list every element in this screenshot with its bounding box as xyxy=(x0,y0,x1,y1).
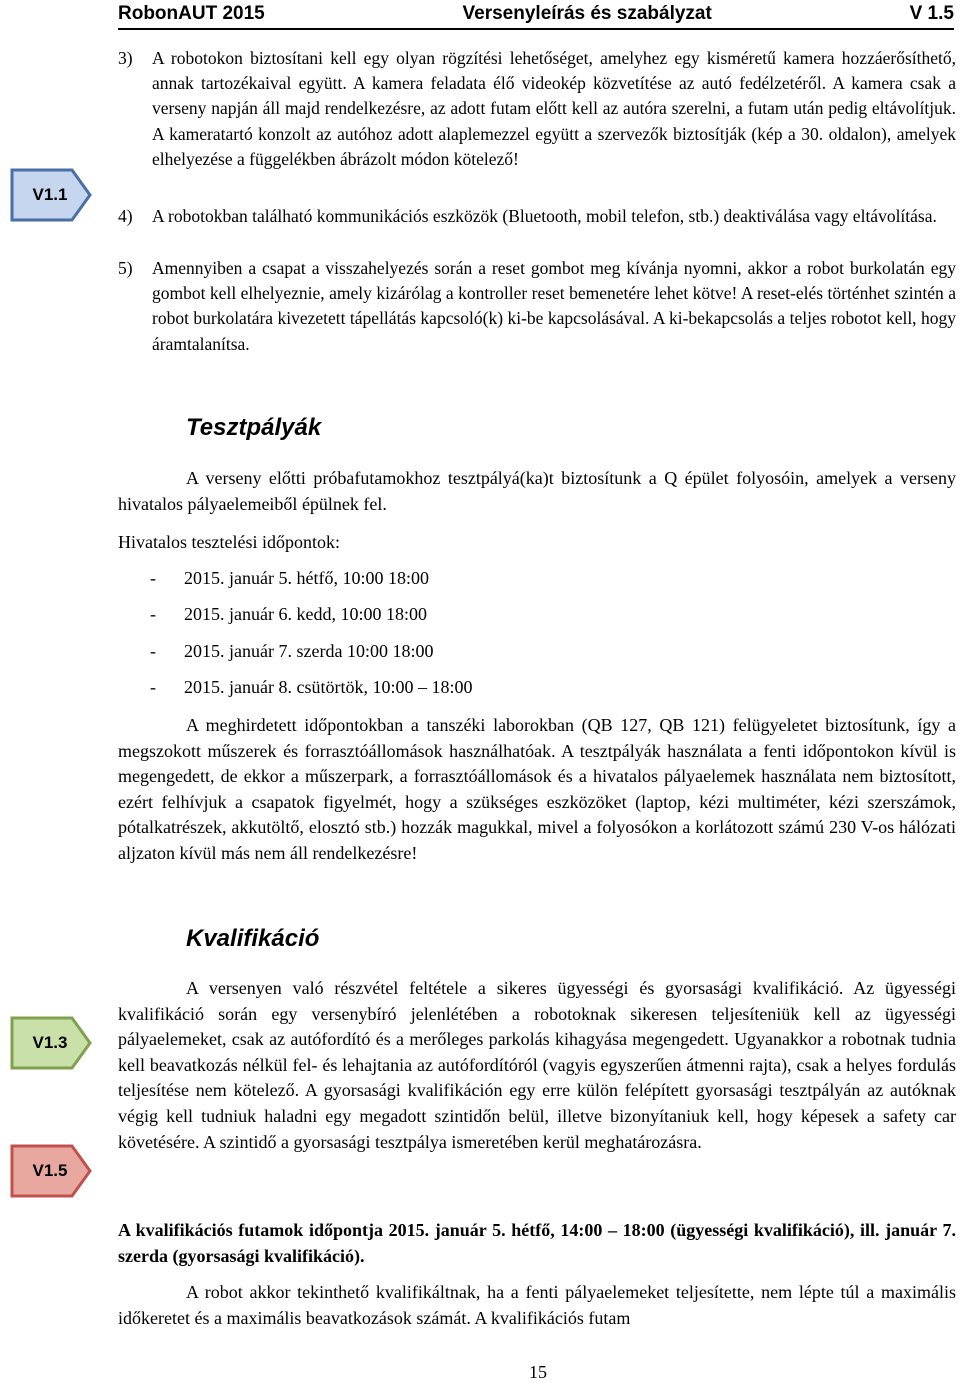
version-badge-v15 xyxy=(10,1144,92,1198)
list-item xyxy=(118,256,956,357)
schedule-item: - 2015. január 6. kedd, 10:00 18:00 xyxy=(150,604,427,624)
version-badge-v11 xyxy=(10,168,92,222)
list-item xyxy=(118,204,956,229)
item-text: A robotokon biztosítani kell egy olyan rögzítési lehetőséget, amelyhez egy kisméretű kamera hozzáerősíthető, annak tartozékaival együtt. A kamera feladata élő videokép közvetítése az autó fedélzetéről. A kamera csak a verseny napján áll majd rendelkezésre, az adott futam előtt kell az autóra szerelni, a futam után pedig eltávolítjuk. A kameratartó konzolt az autóhoz adott alaplemezzel együtt a szervezők biztosítják (kép a 30. oldalon), amelyek elhelyezése a függelékben ábrázolt módon kötelező! xyxy=(152,48,956,169)
kvalifikacio-last: A robot akkor tekinthető kvalifikáltnak, ha a fenti pályaelemeket teljesítette, nem lépte túl a maximális időkeretet és a maximális beavatkozások számát. A kvalifikációs futam xyxy=(118,1282,956,1328)
item-text: A robotokban található kommunikációs eszközök (Bluetooth, mobil telefon, stb.) deaktiválása vagy eltávolítása. xyxy=(152,206,937,226)
header-left: RobonAUT 2015 xyxy=(118,3,265,24)
page-header xyxy=(118,0,954,30)
schedule-text: 2015. január 6. kedd, 10:00 18:00 xyxy=(184,604,427,624)
page-number: 15 xyxy=(529,1362,547,1382)
item-number: 5) xyxy=(118,258,133,278)
badge-label: V1.5 xyxy=(32,1161,68,1180)
schedule-text: 2015. január 7. szerda 10:00 18:00 xyxy=(184,641,434,661)
section-heading-kvalifikacio: Kvalifikáció xyxy=(186,925,320,952)
item-number: 3) xyxy=(118,48,133,68)
header-center: Versenyleírás és szabályzat xyxy=(462,3,712,24)
kvalifikacio-body: A versenyen való részvétel feltétele a sikeres ügyességi és gyorsasági kvalifikáció. Az ügyességi kvalifikáció során egy versenybíró jelenlétében a robotoknak sikeresen teljesíteniük kell az ügyességi pályaelemeket, csak az autófordító és a merőleges parkolás kihagyása megengedett. Ugyanakkor a robotnak tudnia kell beavatkozás nélkül fel- és lehajtania az autófordítóról (vagyis egyszerűen átmenni rajta), csak a helyes fordulás teljesítése nem kötelező. A gyorsasági kvalifikáción egy erre külön felépített gyorsasági tesztpályán az autóknak végig kell tudniuk haladni egy megadott szintidőn belül, illetve bizonyítaniuk kell, hogy képesek a safety car követésére. A szintidő a gyorsasági tesztpálya ismeretében kerül meghatározásra. xyxy=(118,978,956,1152)
schedule-text: 2015. január 8. csütörtök, 10:00 – 18:00 xyxy=(184,677,473,697)
section-heading-tesztpalyak: Tesztpályák xyxy=(186,414,322,441)
kvalifikacio-dates: A kvalifikációs futamok időpontja 2015. január 5. hétfő, 14:00 – 18:00 (ügyességi kvalifikáció), ill. január 7. szerda (gyorsasági kvalifikáció). xyxy=(118,1220,956,1266)
schedule-text: 2015. január 5. hétfő, 10:00 18:00 xyxy=(184,568,429,588)
item-number: 4) xyxy=(118,206,133,226)
schedule-item: - 2015. január 8. csütörtök, 10:00 – 18:00 xyxy=(150,677,473,697)
schedule-label: Hivatalos tesztelési időpontok: xyxy=(118,532,340,552)
schedule-item: - 2015. január 7. szerda 10:00 18:00 xyxy=(150,641,434,661)
tesztpalyak-body: A meghirdetett időpontokban a tanszéki laborokban (QB 127, QB 121) felügyeletet biztosítunk, így a megszokott műszerek és forrasztóállomások használhatóak. A tesztpályák használata a fenti időpontokon kívül is megengedett, de ekkor a műszerpark, a forrasztóállomások és a hivatalos pályaelemek használata nem biztosított, ezért felhívjuk a csapatok figyelmét, hogy a szükséges eszközöket (laptop, kézi multiméter, kézi szerszámok, pótalkatrészek, akkutöltő, elosztó stb.) hozzák magukkal, mivel a folyosókon a korlátozott számú 230 V-os hálózati aljzaton kívül más nem áll rendelkezésre! xyxy=(118,715,956,863)
schedule-item: - 2015. január 5. hétfő, 10:00 18:00 xyxy=(150,568,429,588)
tesztpalyak-intro: A verseny előtti próbafutamokhoz tesztpályá(ka)t biztosítunk a Q épület folyosóin, amelyek a verseny hivatalos pályaelemeiből épülnek fel. xyxy=(118,468,956,514)
badge-label: V1.1 xyxy=(32,185,68,204)
version-badge-v13 xyxy=(10,1016,92,1070)
item-text: Amennyiben a csapat a visszahelyezés során a reset gombot meg kívánja nyomni, akkor a robot burkolatán egy gombot kell elhelyeznie, amely kizárólag a kontroller reset bemenetére lehet kötve! A reset-elés történhet szintén a robot burkolatára kivezetett tápellátás kapcsoló(k) ki-be kapcsolásával. A ki-bekapcsolás a teljes robotot kell, hogy áramtalanítsa. xyxy=(152,258,956,354)
header-right: V 1.5 xyxy=(909,3,954,24)
list-item xyxy=(118,46,956,172)
badge-label: V1.3 xyxy=(32,1033,68,1052)
